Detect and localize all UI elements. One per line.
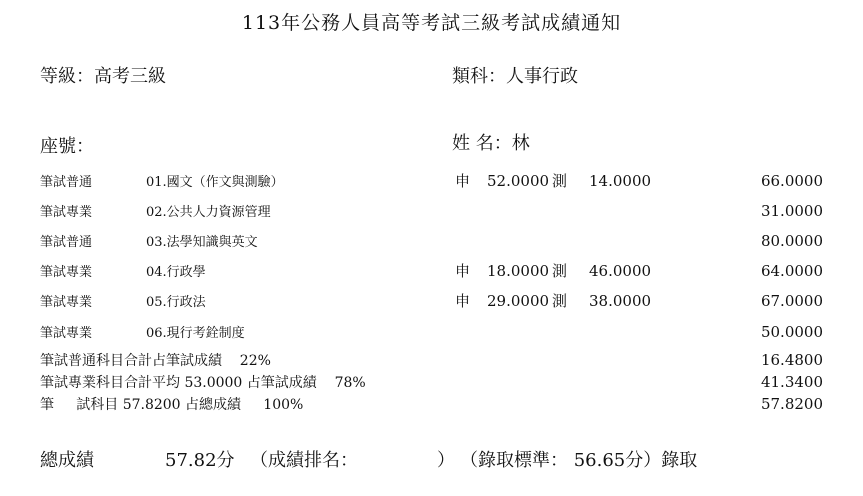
subject-type: 筆試專業 — [40, 326, 93, 341]
essay-marker: 申 — [455, 292, 471, 310]
test-score: 14.0000 — [589, 172, 652, 190]
subject-type: 筆試普通 — [40, 235, 93, 250]
grade-label: 等級：高考三級 — [40, 66, 166, 87]
test-score: 38.0000 — [589, 292, 652, 310]
essay-score: 18.0000 — [487, 262, 550, 280]
essay-marker: 申 — [455, 172, 471, 190]
general-subjects-value: 16.4800 — [760, 351, 823, 369]
professional-subjects-value: 41.3400 — [760, 373, 823, 391]
subject-name: 05.行政法 — [146, 295, 206, 310]
subject-score: 67.0000 — [760, 292, 823, 310]
total-score-label: 總成績 — [40, 450, 94, 471]
subject-type: 筆試專業 — [40, 265, 93, 280]
test-marker: 測 — [552, 292, 568, 310]
subject-name: 03.法學知識與英文 — [146, 235, 258, 250]
subject-name: 02.公共人力資源管理 — [146, 205, 271, 220]
rank-close: ） — [437, 450, 455, 471]
essay-marker: 申 — [455, 262, 471, 280]
test-score: 46.0000 — [589, 262, 652, 280]
professional-subjects-summary: 筆試專業科目合計平均 53.0000 占筆試成績 78% — [40, 375, 366, 391]
test-marker: 測 — [552, 172, 568, 190]
seat-number-label: 座號： — [40, 136, 94, 157]
written-exam-value: 57.8200 — [760, 395, 823, 413]
subject-score: 64.0000 — [760, 262, 823, 280]
candidate-name-label: 姓 名：林 — [452, 133, 530, 154]
subject-type: 筆試專業 — [40, 295, 93, 310]
subject-name: 01.國文（作文與測驗） — [146, 175, 284, 190]
notice-title: 113年公務人員高等考試三級考試成績通知 — [241, 12, 622, 34]
essay-score: 52.0000 — [487, 172, 550, 190]
subject-score: 50.0000 — [760, 323, 823, 341]
written-exam-summary: 筆 試科目 57.8200 占總成績 100% — [40, 397, 304, 413]
subject-type: 筆試專業 — [40, 205, 93, 220]
test-marker: 測 — [552, 262, 568, 280]
subject-score: 80.0000 — [760, 232, 823, 250]
subject-score: 66.0000 — [760, 172, 823, 190]
subject-name: 06.現行考銓制度 — [146, 326, 245, 341]
general-subjects-summary: 筆試普通科目合計占筆試成績 22% — [40, 353, 271, 369]
subject-score: 31.0000 — [760, 202, 823, 220]
rank-label: （成績排名： — [250, 450, 358, 471]
total-score-value: 57.82分 — [165, 450, 235, 471]
admission-standard: （錄取標準： 56.65分）錄取 — [460, 450, 698, 471]
essay-score: 29.0000 — [487, 292, 550, 310]
subject-name: 04.行政學 — [146, 265, 206, 280]
category-label: 類科：人事行政 — [452, 66, 578, 87]
subject-type: 筆試普通 — [40, 175, 93, 190]
